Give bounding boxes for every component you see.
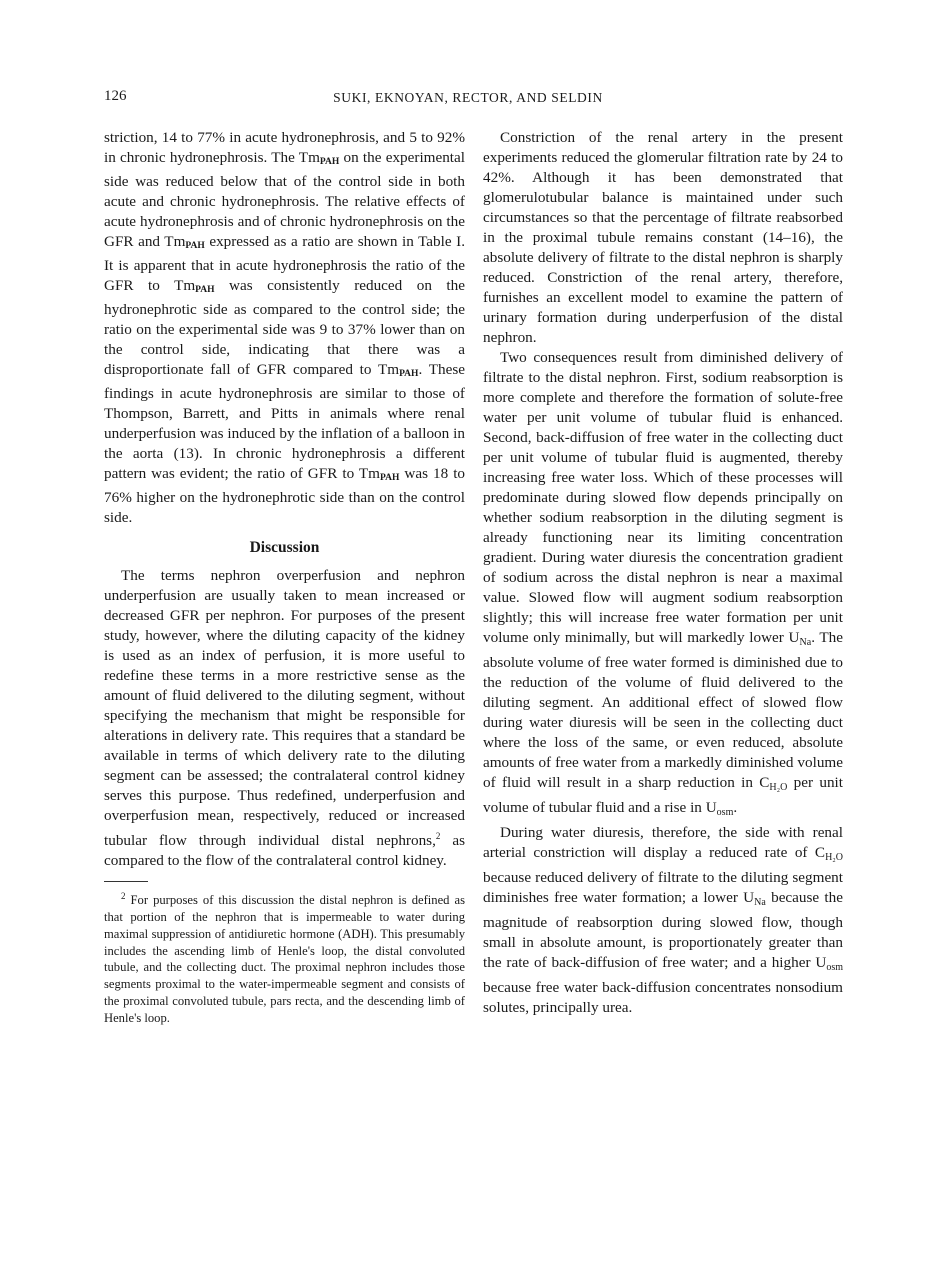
paragraph-discussion-1: The terms nephron overperfusion and nephron underperfusion are usually taken to mean increased or decreased GFR per nephron. For purposes of the present study, however, where the diluting capacity of the kidney is used as an index of perfusion, it is more useful to redefine these terms in a more restrictive sense as the amount of fluid delivered to the diluting segment, without specifying the mechanism that might be responsible for alterations in delivery rate. This requires that a standard be available in terms of which delivery rate to the diluting segment can be assessed; the contralateral control kidney serves this purpose. Thus redefined, underperfusion and overperfusion mean, respectively, reduced or increased tubular flow through individual distal nephrons,$^2$ as compared to the flow of the contralateral control kidney. [104,567,465,870]
footnote-divider [104,881,148,882]
footnote: $^2$ For purposes of this discussion the distal nephron is defined as that portion of the nephron that is impermeable to water during maximal suppression of antidiuretic hormone (ADH). This presumably includes the ascending limb of Henle's loop, the distal convoluted tubule, and the collecting duct. The proximal nephron includes those segments proximal to the water-impermeable segment and consists of the proximal convoluted tubule, pars recta, and the descending limb of Henle's loop. [104,891,465,1025]
right-column [483,128,843,1018]
paragraph-renal-constriction: Constriction of the renal artery in the present experiments reduced the glomerular filtration rate by 24 to 42%. Although it has been demonstrated that glomerulotubular balance is maintained under such circumstances so that the percentage of filtrate reabsorbed in the proximal tubule remains constant (14–16), the absolute delivery of filtrate to the distal nephron is sharply reduced. Constriction of the renal artery, therefore, furnishes an excellent model to examine the pattern of urinary formation during underperfusion of the distal nephron. [483,129,843,346]
footnote-marker: 2 [121,891,126,902]
paragraph-results-continued: striction, 14 to 77% in acute hydronephrosis, and 5 to 92% in chronic hydronephrosis. The $Tm_{PAH}$ on the experimental side was reduced below that of the control side in both acute and chronic hydronephrosis. The relative effects of acute hydronephrosis and of chronic hydronephrosis on the GFR and $Tm_{PAH}$ expressed as a ratio are shown in Table I. It is apparent that in acute hydronephrosis the ratio of the GFR to $Tm_{PAH}$ was consistently reduced on the hydronephrotic side as compared to the control side; the ratio on the experimental side was 9 to 37% lower than on the control side, indicating that there was a disproportionate fall of GFR compared to $Tm_{PAH}$. These findings in acute hydronephrosis are similar to those of Thompson, Barrett, and Pitts in animals where renal underperfusion was induced by the inflation of a balloon in the aorta (13). In chronic hydronephrosis a different pattern was evident; the ratio of GFR to $Tm_{PAH}$ was 18 to 76% higher on the hydronephrotic side than on the control side. [104,129,466,526]
footnote-reference: 2 [435,831,441,841]
paragraph-two-consequences: Two consequences result from diminished delivery of filtrate to the distal nephron. First, sodium reabsorption is more complete and therefore the formation of solute-free water per unit volume of tubular fluid is enhanced. Second, back-diffusion of free water in the collecting duct per unit volume of tubular fluid is augmented, thereby increasing free water loss. Which of these processes will predominate during slowed flow depends principally on whether sodium reabsorption in the diluting segment is already functioning near its limiting concentration gradient. During water diuresis the concentration gradient of sodium across the distal nephron is near a maximal value. Slowed flow will augment sodium reabsorption slightly; this will increase free water formation per unit volume only minimally, but will markedly lower $U_{Na}$. The absolute volume of free water formed is diminished due to the reduction of the volume of fluid delivered to the diluting segment. An additional effect of slowed flow during water diuresis will be seen in the collecting duct where the loss of the same, or even reduced, absolute amounts of free water from a markedly diminished volume of fluid will result in a sharp reduction in $C_{H_2O}$ per unit volume of tubular fluid and a rise in $U_{osm}$. [483,349,844,818]
section-heading-discussion: Discussion [249,539,320,556]
left-column [104,128,465,1027]
page-number: 126 [104,88,127,104]
running-head: SUKI, EKNOYAN, RECTOR, AND SELDIN [333,90,603,105]
paragraph-water-diuresis: During water diuresis, therefore, the side with renal arterial constriction will display a reduced rate of $C_{H_2O}$ because reduced delivery of filtrate to the diluting segment diminishes free water formation; a lower $U_{Na}$ because the magnitude of reabsorption during slowed flow, though small in absolute amount, is proportionately greater than the rate of back-diffusion of free water; and a higher $U_{osm}$ because free water back-diffusion concentrates nonsodium solutes, principally urea. [483,824,843,1016]
